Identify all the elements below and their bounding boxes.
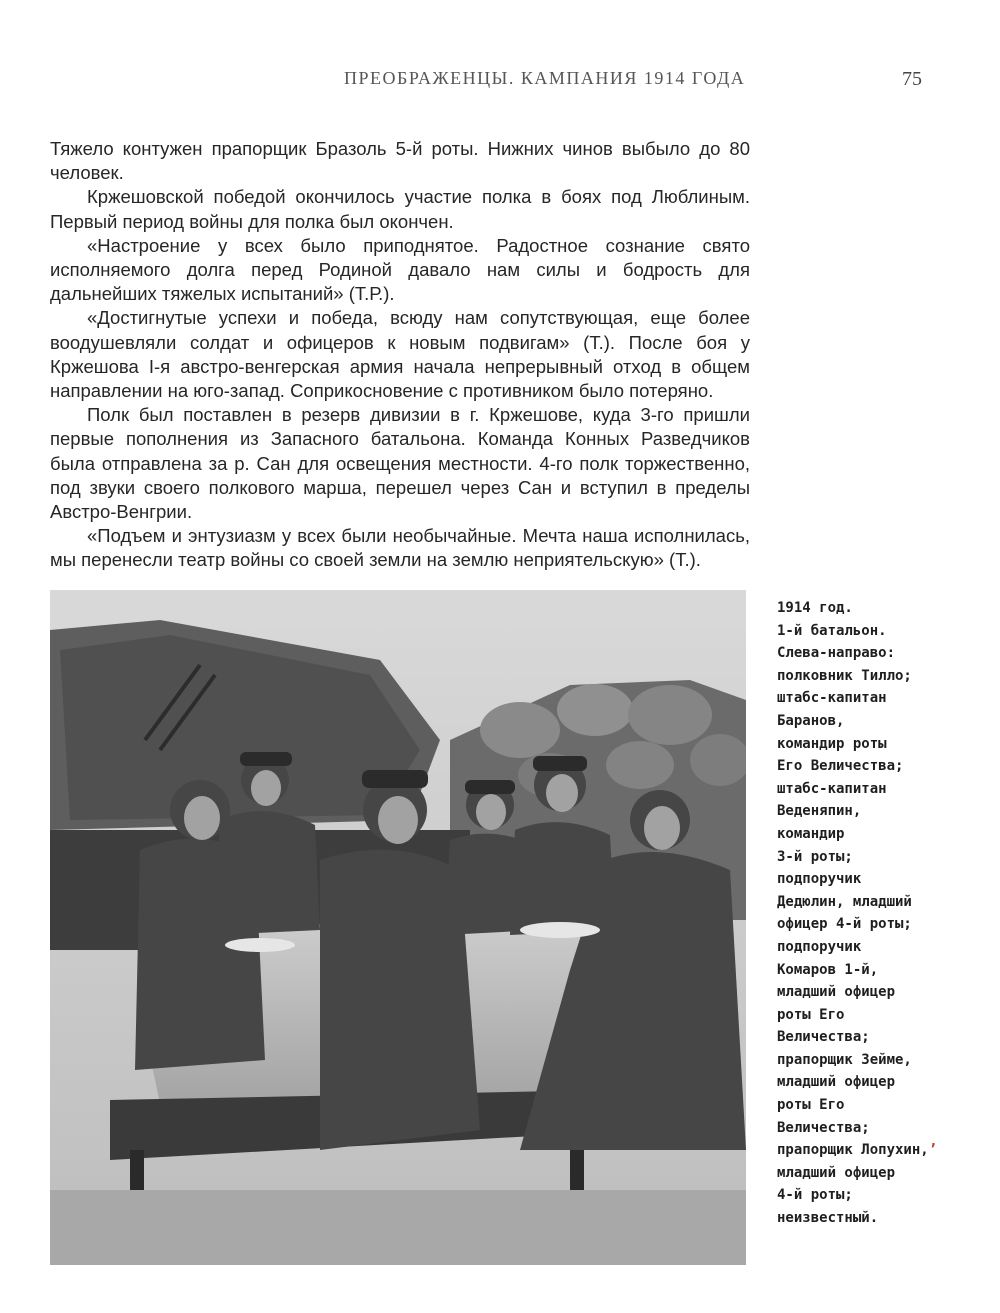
caption-line: Комаров 1-й, (777, 961, 879, 978)
caption-line: роты Его (777, 1006, 845, 1023)
caption-line: Веденяпин, (777, 803, 862, 820)
caption-line: младший офицер (777, 1164, 896, 1181)
caption-line: Баранов, (777, 712, 845, 729)
caption-line: Дедюлин, младший (777, 893, 912, 910)
photo-illustration (50, 590, 746, 1265)
caption-line: младший офицер (777, 1074, 896, 1091)
caption-line: 3-й роты; (777, 848, 853, 865)
caption-line: прапорщик Лопухин, (777, 1142, 929, 1159)
caption-line: штабс-капитан (777, 780, 887, 797)
caption-line: Величества; (777, 1029, 870, 1046)
caption-line: роты Его (777, 1097, 845, 1114)
historical-photo (50, 590, 746, 1265)
photo-caption (777, 597, 977, 1230)
caption-mark: ’ (928, 1142, 938, 1159)
caption-line: 1914 год. (777, 600, 853, 616)
caption-line: Величества; (777, 1119, 870, 1136)
paragraph: Тяжело контужен прапорщик Бразоль 5-й роты. Нижних чинов выбыло до 80 человек. (50, 138, 750, 184)
body-text (50, 137, 750, 573)
caption-line: подпоручик (777, 938, 862, 955)
caption-line: полковник Тилло; (777, 667, 912, 684)
paragraph: «Достигнутые успехи и победа, всюду нам сопутствующая, еще более воодушевляли солдат и офицеров к новым подвигам» (Т.). После боя у Кржешова I-я австро-венгерская армия начала непрерывный отход в общем направлении на юго-запад. Соприкосновение с противником было потеряно. (50, 307, 750, 402)
caption-line-with-mark (777, 1139, 977, 1162)
running-title: ПРЕОБРАЖЕНЦЫ. КАМПАНИЯ 1914 ГОДА (344, 68, 746, 88)
caption-line: младший офицер (777, 984, 896, 1001)
page-number: 75 (902, 68, 922, 90)
caption-line: штабс-капитан (777, 690, 887, 707)
caption-line: командир роты (777, 735, 887, 752)
paragraph: «Настроение у всех было приподнятое. Радостное сознание свято исполняемого долга перед Родиной давало нам силы и бодрость для дальнейших тяжелых испытаний» (Т.Р.). (50, 234, 750, 305)
caption-line: 1-й батальон. (777, 622, 887, 639)
caption-line: офицер 4-й роты; (777, 916, 912, 933)
caption-line: командир (777, 825, 845, 842)
caption-line: прапорщик Зейме, (777, 1051, 912, 1068)
caption-line: подпоручик (777, 871, 862, 888)
paragraph: Кржешовской победой окончилось участие полка в боях под Люблиным. Первый период войны для полка был окончен. (50, 186, 750, 232)
caption-line: Его Величества; (777, 758, 904, 775)
paragraph: «Подъем и энтузиазм у всех были необычайные. Мечта наша исполнилась, мы перенесли театр войны со своей земли на землю неприятельскую» (Т.). (50, 525, 750, 571)
caption-line: Слева-направо: (777, 645, 896, 662)
caption-line: неизвестный. (777, 1210, 879, 1227)
caption-line: 4-й роты; (777, 1187, 853, 1204)
paragraph: Полк был поставлен в резерв дивизии в г. Кржешове, куда 3-го пришли первые пополнения из Запасного батальона. Команда Конных Разведчиков была отправлена за р. Сан для освещения местности. 4-го полк торжественно, под звуки своего полкового марша, перешел через Сан и вступил в пределы Австро-Венгрии. (50, 404, 750, 523)
